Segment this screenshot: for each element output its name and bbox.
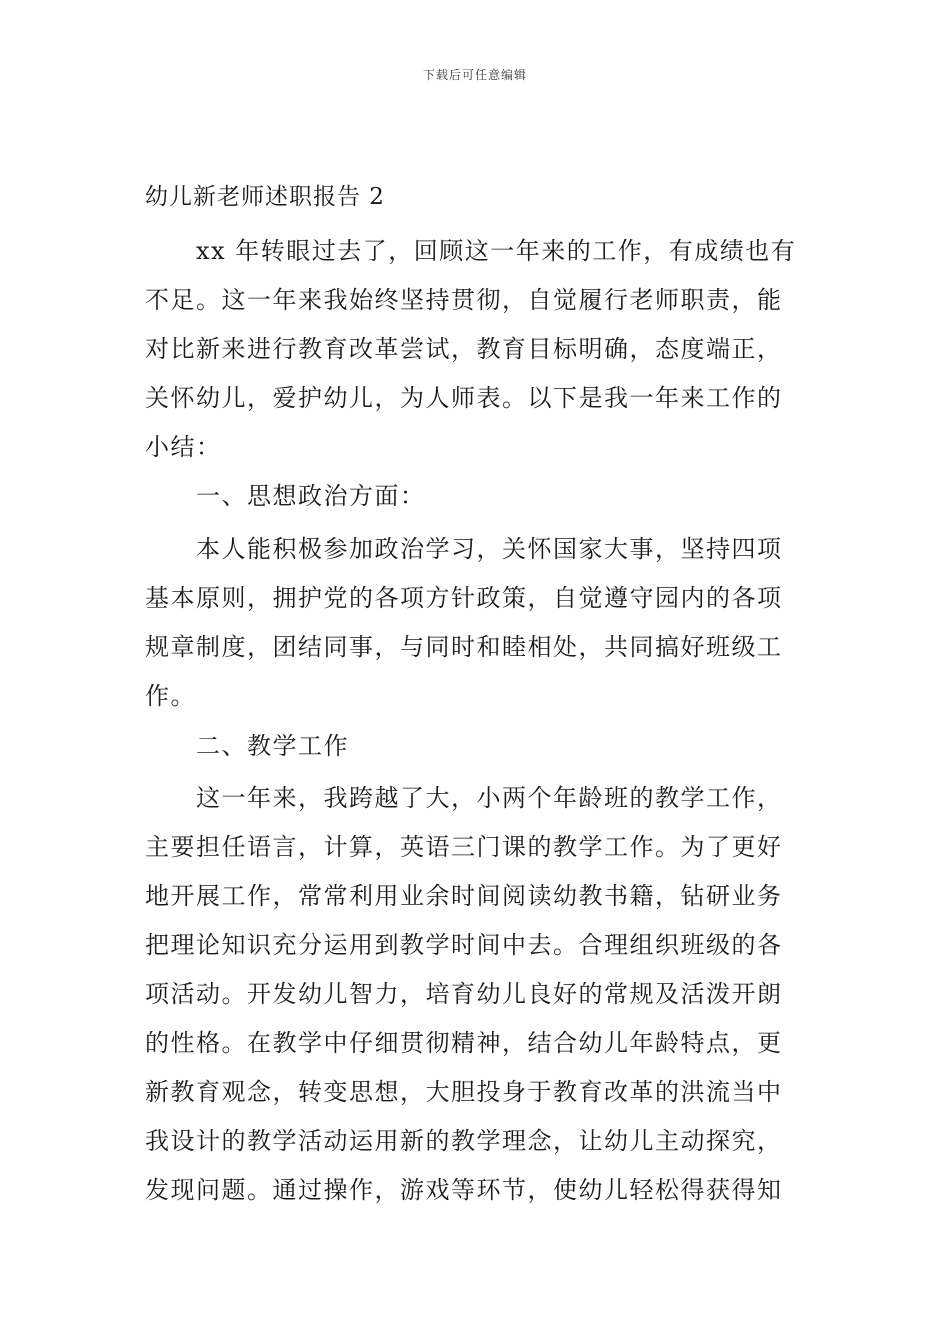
body-line-17: 的性格。在教学中仔细贯彻精神，结合幼儿年龄特点，更: [145, 1029, 783, 1057]
body-line-15: 把理论知识充分运用到教学时间中去。合理组织班级的各: [145, 931, 783, 959]
body-line-18: 新教育观念，转变思想，大胆投身于教育改革的洪流当中: [145, 1078, 783, 1106]
document-title: 幼儿新老师述职报告 2: [145, 184, 385, 210]
body-line-10: 作。: [145, 682, 196, 710]
body-line-7: 本人能积极参加政治学习，关怀国家大事，坚持四项: [145, 535, 783, 563]
body-line-20: 发现问题。通过操作，游戏等环节，使幼儿轻松得获得知: [145, 1176, 783, 1204]
body-line-13: 主要担任语言，计算，英语三门课的教学工作。为了更好: [145, 833, 783, 861]
body-line-19: 我设计的教学活动运用新的教学理念，让幼儿主动探究，: [145, 1127, 783, 1155]
body-line-1: xx 年转眼过去了，回顾这一年来的工作，有成绩也有: [145, 237, 797, 265]
body-line-3: 对比新来进行教育改革尝试，教育目标明确，态度端正，: [145, 335, 783, 363]
body-line-9: 规章制度，团结同事，与同时和睦相处，共同搞好班级工: [145, 633, 783, 661]
body-line-4: 关怀幼儿，爱护幼儿，为人师表。以下是我一年来工作的: [145, 384, 783, 412]
body-line-8: 基本原则，拥护党的各项方针政策，自觉遵守园内的各项: [145, 584, 783, 612]
body-line-12: 这一年来，我跨越了大，小两个年龄班的教学工作，: [145, 784, 783, 812]
body-line-5: 小结：: [145, 433, 222, 461]
section-heading-1: 一、思想政治方面：: [145, 482, 426, 510]
body-line-16: 项活动。开发幼儿智力，培育幼儿良好的常规及活泼开朗: [145, 980, 783, 1008]
body-line-14: 地开展工作，常常利用业余时间阅读幼教书籍，钻研业务: [145, 882, 783, 910]
page-header: 下载后可任意编辑: [422, 68, 527, 82]
section-heading-2: 二、教学工作: [145, 732, 349, 760]
body-line-2: 不足。这一年来我始终坚持贯彻，自觉履行老师职责，能: [145, 286, 783, 314]
